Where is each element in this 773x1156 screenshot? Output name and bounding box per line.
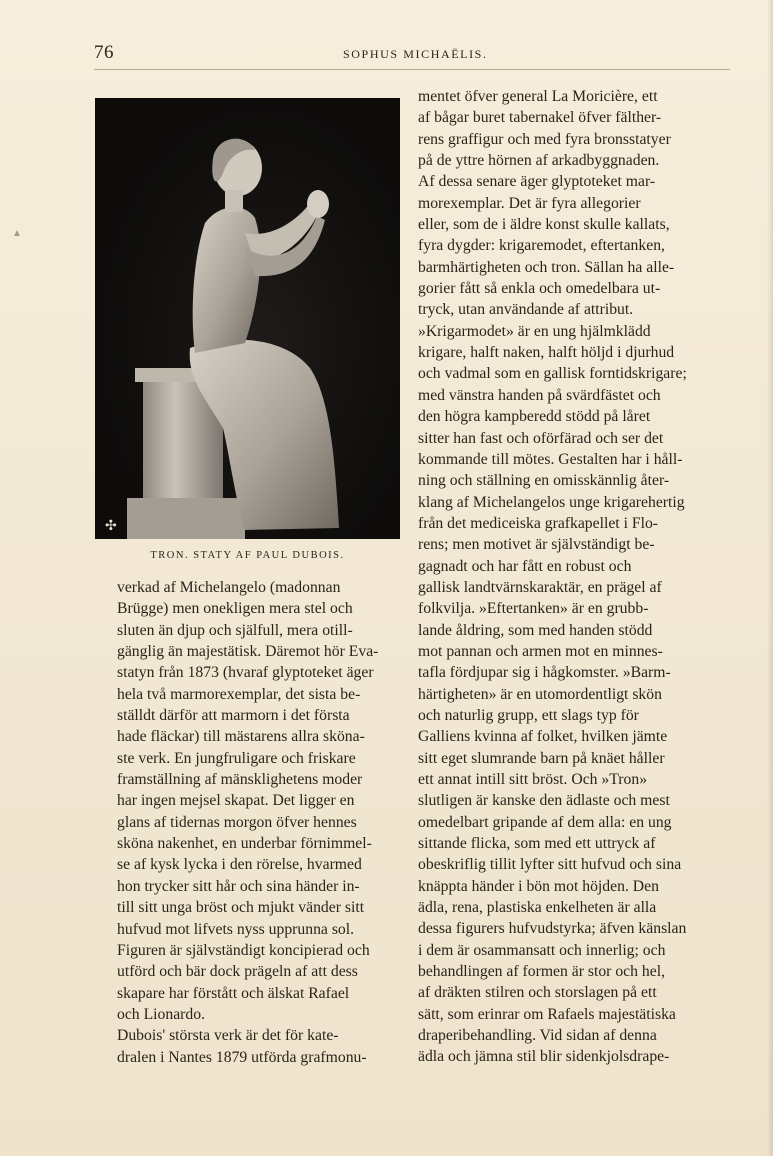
text-line: statyn från 1873 (hvaraf glyptoteket äger [117, 664, 374, 682]
text-line: gorier fått så enkla och omedelbara ut- [418, 280, 661, 298]
text-line: dralen i Nantes 1879 utförda grafmonu- [117, 1048, 367, 1066]
text-line: skapare har förstått och älskat Rafael [117, 984, 350, 1002]
text-line: sluten än djup och själfull, mera otill- [117, 621, 353, 639]
text-line: ste verk. En jungfruligare och friskare [117, 749, 356, 767]
text-line: hade fläckar) till mästarens allra sköna- [117, 728, 365, 746]
text-line: gänglig än majestätisk. Däremot hör Eva- [117, 643, 379, 661]
text-line: tryck, utan användande af attribut. [418, 301, 634, 319]
text-line: i dem är osammansatt och innerlig; och [418, 941, 666, 959]
text-line: dessa figurers hufvudstyrka; äfven känslan [418, 920, 687, 938]
text-line: Brügge) men onekligen mera stel och [117, 600, 353, 618]
text-line: rens graffigur och med fyra bronsstatyer [418, 130, 671, 148]
text-line: hufvud mot lifvets nyss upprunna sol. [117, 920, 355, 938]
text-line: ställdt därför att marmorn i det första [117, 707, 350, 725]
margin-speck: ▲ [12, 228, 22, 239]
text-line: klang af Michelangelos unge krigarehertig [418, 493, 685, 511]
text-line: Galliens kvinna af folket, hvilken jämte [418, 728, 668, 746]
text-line: Af dessa senare äger glyptoteket mar- [418, 173, 656, 191]
text-line: kommande till mötes. Gestalten har i håll- [418, 450, 683, 468]
figure-caption: TRON. STATY AF PAUL DUBOIS. [150, 550, 345, 561]
text-line: af dräkten stilren och storslagen på ett [418, 984, 657, 1002]
text-line: rens; men motivet är självständigt be- [418, 536, 655, 554]
text-line: gallisk landtvärnskaraktär, en prägel af [418, 578, 662, 596]
text-line: omedelbart gripande af dem alla: en ung [418, 813, 672, 831]
statue-illustration [95, 98, 400, 539]
text-line: sköna nakenhet, en underbar förnimmel- [117, 835, 372, 853]
statue-photograph [95, 98, 400, 539]
text-line: framställning af mänsklighetens moder [117, 771, 363, 789]
text-line: och naturlig grupp, ett slags typ för [418, 706, 639, 724]
text-line: sitt eget slumrande barn på knäet håller [418, 749, 665, 767]
text-line: från det mediceiska grafkapellet i Flo- [418, 514, 659, 532]
left-text-column [117, 577, 396, 1068]
text-line: sitter han fast och oförfärad och ser det [418, 429, 664, 447]
text-line: se af kysk lycka i den rörelse, hvarmed [117, 856, 362, 874]
text-line: morexemplar. Det är fyra allegorier [418, 194, 641, 212]
text-line: hon trycker sitt hår och sina händer in- [117, 877, 360, 895]
text-line: eller, som de i äldre konst skulle kallats, [418, 216, 670, 234]
text-line: barmhärtigheten och tron. Sällan ha alle- [418, 258, 675, 276]
text-line: mentet öfver general La Moricière, ett [418, 88, 658, 105]
text-line: knäppta händer i bön mot höjden. Den [418, 877, 659, 895]
text-line: till sitt unga bröst och mjukt vänder sitt [117, 899, 365, 917]
plate-mark-icon: ✣ [105, 518, 117, 534]
text-line: ett annat intill sitt bröst. Och »Tron» [418, 771, 648, 788]
text-line: mot pannan och armen mot en minnes- [418, 642, 663, 660]
text-line: Figuren är självständigt koncipierad och [117, 941, 370, 959]
right-text-column [418, 86, 728, 1068]
text-line: fyra dygder: krigaremodet, eftertanken, [418, 237, 665, 255]
text-line: draperibehandling. Vid sidan af denna [418, 1027, 657, 1045]
text-line: Dubois' största verk är det för kate- [117, 1027, 339, 1045]
text-line: verkad af Michelangelo (madonnan [117, 579, 341, 596]
header-rule [94, 69, 730, 70]
text-line: glans af tidernas morgon öfver hennes [117, 813, 357, 831]
text-line: ädla och jämna stil blir sidenkjolsdrape- [418, 1048, 670, 1066]
text-line: »Krigarmodet» är en ung hjälmklädd [418, 322, 651, 340]
text-line: tafla fördjupar sig i hågkomster. »Barm- [418, 664, 671, 682]
text-line: på de yttre hörnen af arkadbyggnaden. [418, 152, 660, 170]
text-line: behandlingen af formen är stor och hel, [418, 963, 665, 981]
text-line: ning och ställning en omisskännlig åter- [418, 472, 670, 490]
text-line: sätt, som erinrar om Rafaels majestätiska [418, 1005, 676, 1023]
text-line: utförd och bär dock prägeln af att dess [117, 963, 358, 981]
text-line: den högra kampberedd stödd på låret [418, 408, 651, 426]
page-number: 76 [94, 42, 114, 63]
text-line: krigare, halft naken, halft höljd i djurhud [418, 344, 675, 362]
text-line: sittande flicka, som med ett uttryck af [418, 835, 656, 853]
text-line: af bågar buret tabernakel öfver fälther- [418, 109, 662, 127]
text-line: lande åldring, som med handen stödd [418, 621, 653, 639]
text-line: hela två marmorexemplar, det sista be- [117, 685, 361, 703]
text-line: ädla, rena, plastiska enkelheten är alla [418, 899, 657, 917]
running-head: SOPHUS MICHAËLIS. [343, 47, 488, 61]
text-line: och Lionardo. [117, 1005, 205, 1023]
text-line: härtigheten» är en utomordentligt skön [418, 685, 662, 703]
text-line: slutligen är kanske den ädlaste och mest [418, 792, 670, 810]
page-edge-shadow [767, 0, 773, 1156]
text-line: folkvilja. »Eftertanken» är en grubb- [418, 600, 649, 618]
text-line: och vadmal som en gallisk forntidskrigare; [418, 365, 687, 383]
text-line: obeskriflig tillit lyfter sitt hufvud och sina [418, 856, 682, 874]
text-line: har ingen mejsel skapat. Det ligger en [117, 792, 355, 810]
text-line: gagnadt och har fått en robust och [418, 557, 632, 575]
text-line: med vänstra handen på svärdfästet och [418, 386, 661, 404]
